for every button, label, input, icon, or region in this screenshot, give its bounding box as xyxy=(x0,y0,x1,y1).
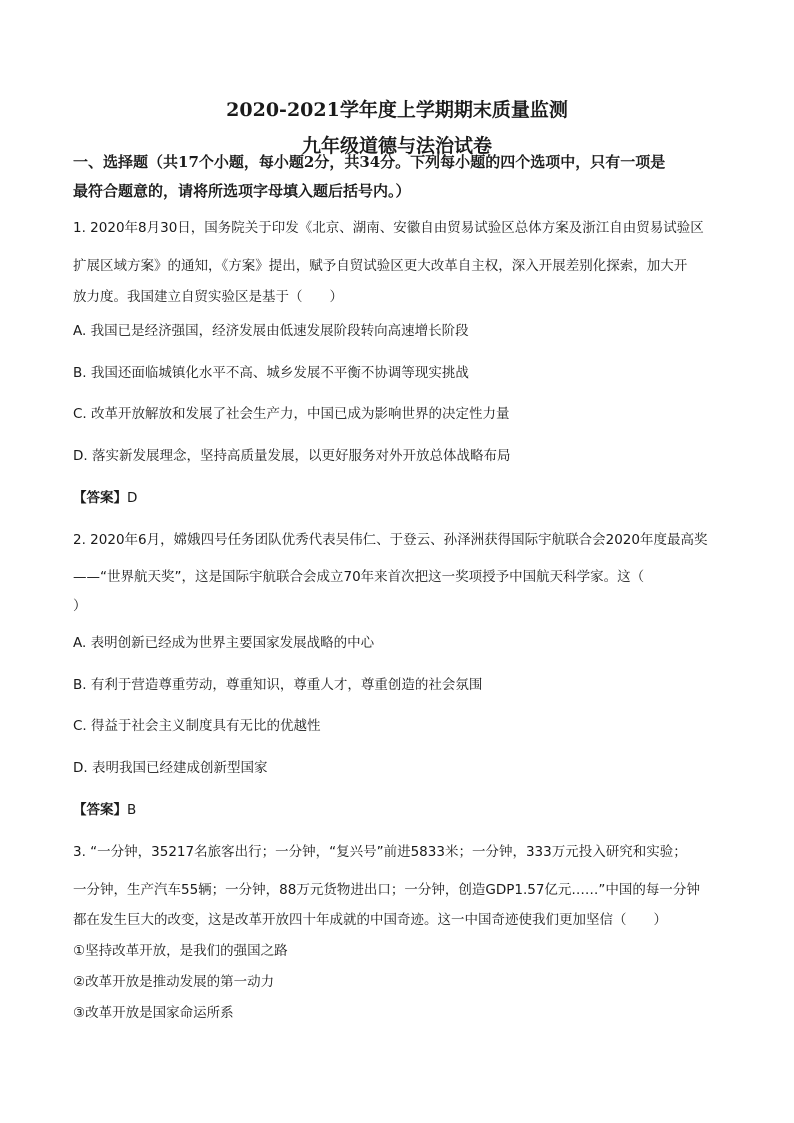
q2-stem-line-1: 2. 2020年6月，嫦娥四号任务团队优秀代表吴伟仁、于登云、孙泽洲获得国际宇航联合会2020年度最高奖 xyxy=(73,532,708,548)
q1-answer xyxy=(73,488,137,508)
q2-option-a: A. 表明创新已经成为世界主要国家发展战略的中心 xyxy=(73,635,375,651)
answer-value: D xyxy=(127,490,138,506)
q1-option-d: D. 落实新发展理念，坚持高质量发展，以更好服务对外开放总体战略布局 xyxy=(73,448,511,464)
page-title: 2020-2021学年度上学期期末质量监测 xyxy=(226,99,568,121)
q3-item-1: ①坚持改革开放，是我们的强国之路 xyxy=(73,943,288,959)
q1-stem-line-2: 扩展区域方案》的通知，《方案》提出，赋予自贸试验区更大改革自主权，深入开展差别化探索，加大开 xyxy=(73,258,688,274)
section-heading-line-1: 一、选择题（共17个小题，每小题2分，共34分。下列每小题的四个选项中，只有一项是 xyxy=(73,153,666,171)
q1-stem-line-3: 放力度。我国建立自贸实验区是基于（ ） xyxy=(73,289,343,305)
section-heading-line-2: 最符合题意的，请将所选项字母填入题后括号内。） xyxy=(73,182,411,200)
q3-item-3: ③改革开放是国家命运所系 xyxy=(73,1005,234,1021)
q1-option-c: C. 改革开放解放和发展了社会生产力，中国已成为影响世界的决定性力量 xyxy=(73,406,510,422)
q2-option-c: C. 得益于社会主义制度具有无比的优越性 xyxy=(73,718,321,734)
answer-label: 【答案】 xyxy=(73,490,127,506)
answer-label: 【答案】 xyxy=(73,802,127,818)
q2-option-d: D. 表明我国已经建成创新型国家 xyxy=(73,760,268,776)
q2-answer xyxy=(73,800,136,820)
q3-stem-line-1: 3. “一分钟，35217名旅客出行；一分钟，“复兴号”前进5833米；一分钟，333万元投入研究和实验； xyxy=(73,844,687,860)
q2-option-b: B. 有利于营造尊重劳动，尊重知识，尊重人才，尊重创造的社会氛围 xyxy=(73,677,483,693)
q1-stem-line-1: 1. 2020年8月30日，国务院关于印发《北京、湖南、安徽自由贸易试验区总体方案及浙江自由贸易试验区 xyxy=(73,220,704,236)
q2-stem-line-2: ——“世界航天奖”，这是国际宇航联合会成立70年来首次把这一奖项授予中国航天科学家。这（ xyxy=(73,569,645,585)
q3-stem-line-2: 一分钟，生产汽车55辆；一分钟，88万元货物进出口；一分钟，创造GDP1.57亿元……”中国的每一分钟 xyxy=(73,882,700,898)
q3-stem-line-3: 都在发生巨大的改变，这是改革开放四十年成就的中国奇迹。这一中国奇迹使我们更加坚信（ ） xyxy=(73,912,667,928)
answer-value: B xyxy=(127,802,137,818)
page-subtitle: 九年级道德与法治试卷 xyxy=(301,135,492,157)
q1-option-b: B. 我国还面临城镇化水平不高、城乡发展不平衡不协调等现实挑战 xyxy=(73,365,469,381)
q2-stem-line-3: ） xyxy=(73,598,87,614)
q1-option-a: A. 我国已是经济强国，经济发展由低速发展阶段转向高速增长阶段 xyxy=(73,323,469,339)
q3-item-2: ②改革开放是推动发展的第一动力 xyxy=(73,974,275,990)
